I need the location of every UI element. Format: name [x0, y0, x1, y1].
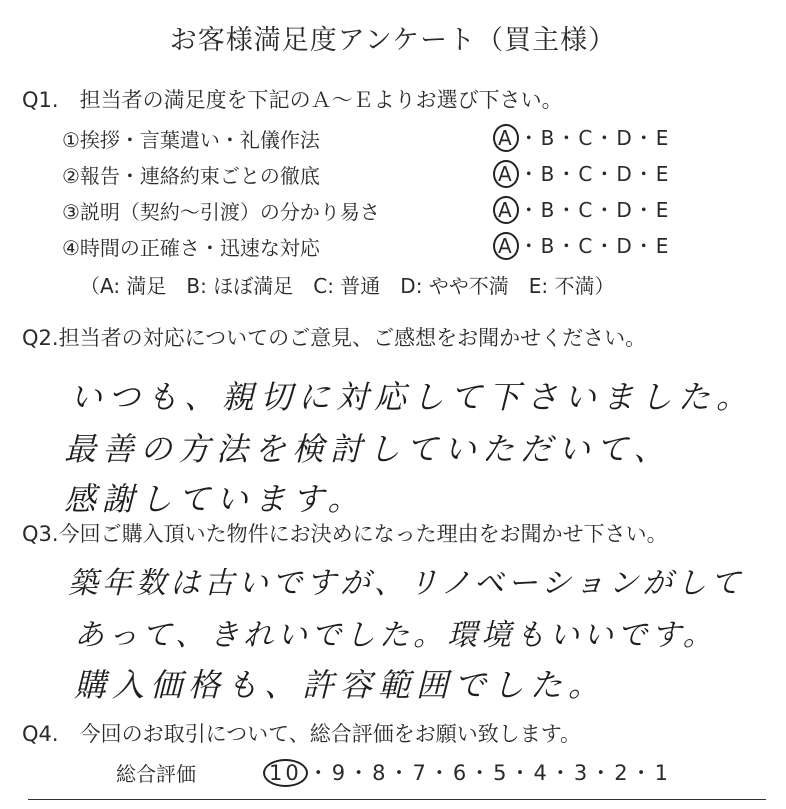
q1-item-label: ④時間の正確さ・迅速な対応	[62, 236, 320, 260]
q1-item-label: ①挨拶・言葉遣い・礼儀作法	[62, 128, 320, 152]
q1-item-options	[498, 230, 670, 260]
other-options: ・B・C・D・E	[518, 234, 671, 258]
q2-question: Q2.担当者の対応についてのご意見、ご感想をお聞かせください。	[22, 326, 647, 350]
q1-item-options	[498, 158, 670, 188]
q3-answer-line: 購入価格も、許容範囲でした。	[74, 666, 607, 704]
other-options: ・B・C・D・E	[518, 126, 671, 150]
q1-item-options	[498, 122, 670, 152]
q4-question: Q4. 今回のお取引について、総合評価をお願い致します。	[22, 722, 582, 746]
selected-option-circle: A	[493, 196, 519, 224]
page-title: お客様満足度アンケート（買主様）	[169, 25, 617, 56]
q3-answer-line: あって、きれいでした。環境もいいです。	[74, 618, 717, 653]
q1-item-label: ②報告・連絡約束ごとの徹底	[62, 164, 320, 188]
q2-answer-line: 感謝しています。	[64, 480, 366, 518]
other-options: ・B・C・D・E	[518, 198, 671, 222]
overall-score-label: 総合評価	[116, 762, 196, 786]
selected-option-circle: A	[493, 160, 519, 188]
overall-score-scale	[268, 757, 671, 787]
q1-item-label: ③説明（契約～引渡）の分かり易さ	[62, 200, 380, 224]
q1-item-options	[498, 194, 670, 224]
q1-question: Q1. 担当者の満足度を下記のＡ～Ｅよりお選び下さい。	[22, 88, 563, 112]
selected-option-circle: A	[493, 124, 519, 152]
rating-legend: （A: 満足 B: ほぼ満足 C: 普通 D: やや不満 E: 不満）	[80, 274, 615, 298]
q2-answer-line: いつも、親切に対応して下さいました。	[70, 378, 755, 416]
other-options: ・B・C・D・E	[518, 162, 671, 186]
selected-option-circle: A	[493, 232, 519, 260]
q3-question: Q3.今回ご購入頂いた物件にお決めになった理由をお聞かせ下さい。	[22, 522, 668, 546]
q3-answer-line: 築年数は古いですが、リノベーションがして	[68, 566, 745, 601]
q2-answer-line: 最善の方法を検討していただいて、	[64, 430, 672, 468]
bottom-divider	[28, 799, 766, 800]
selected-score-circle: 10	[263, 759, 308, 787]
other-scores: ・9・8・7・6・5・4・3・2・1	[307, 761, 671, 785]
